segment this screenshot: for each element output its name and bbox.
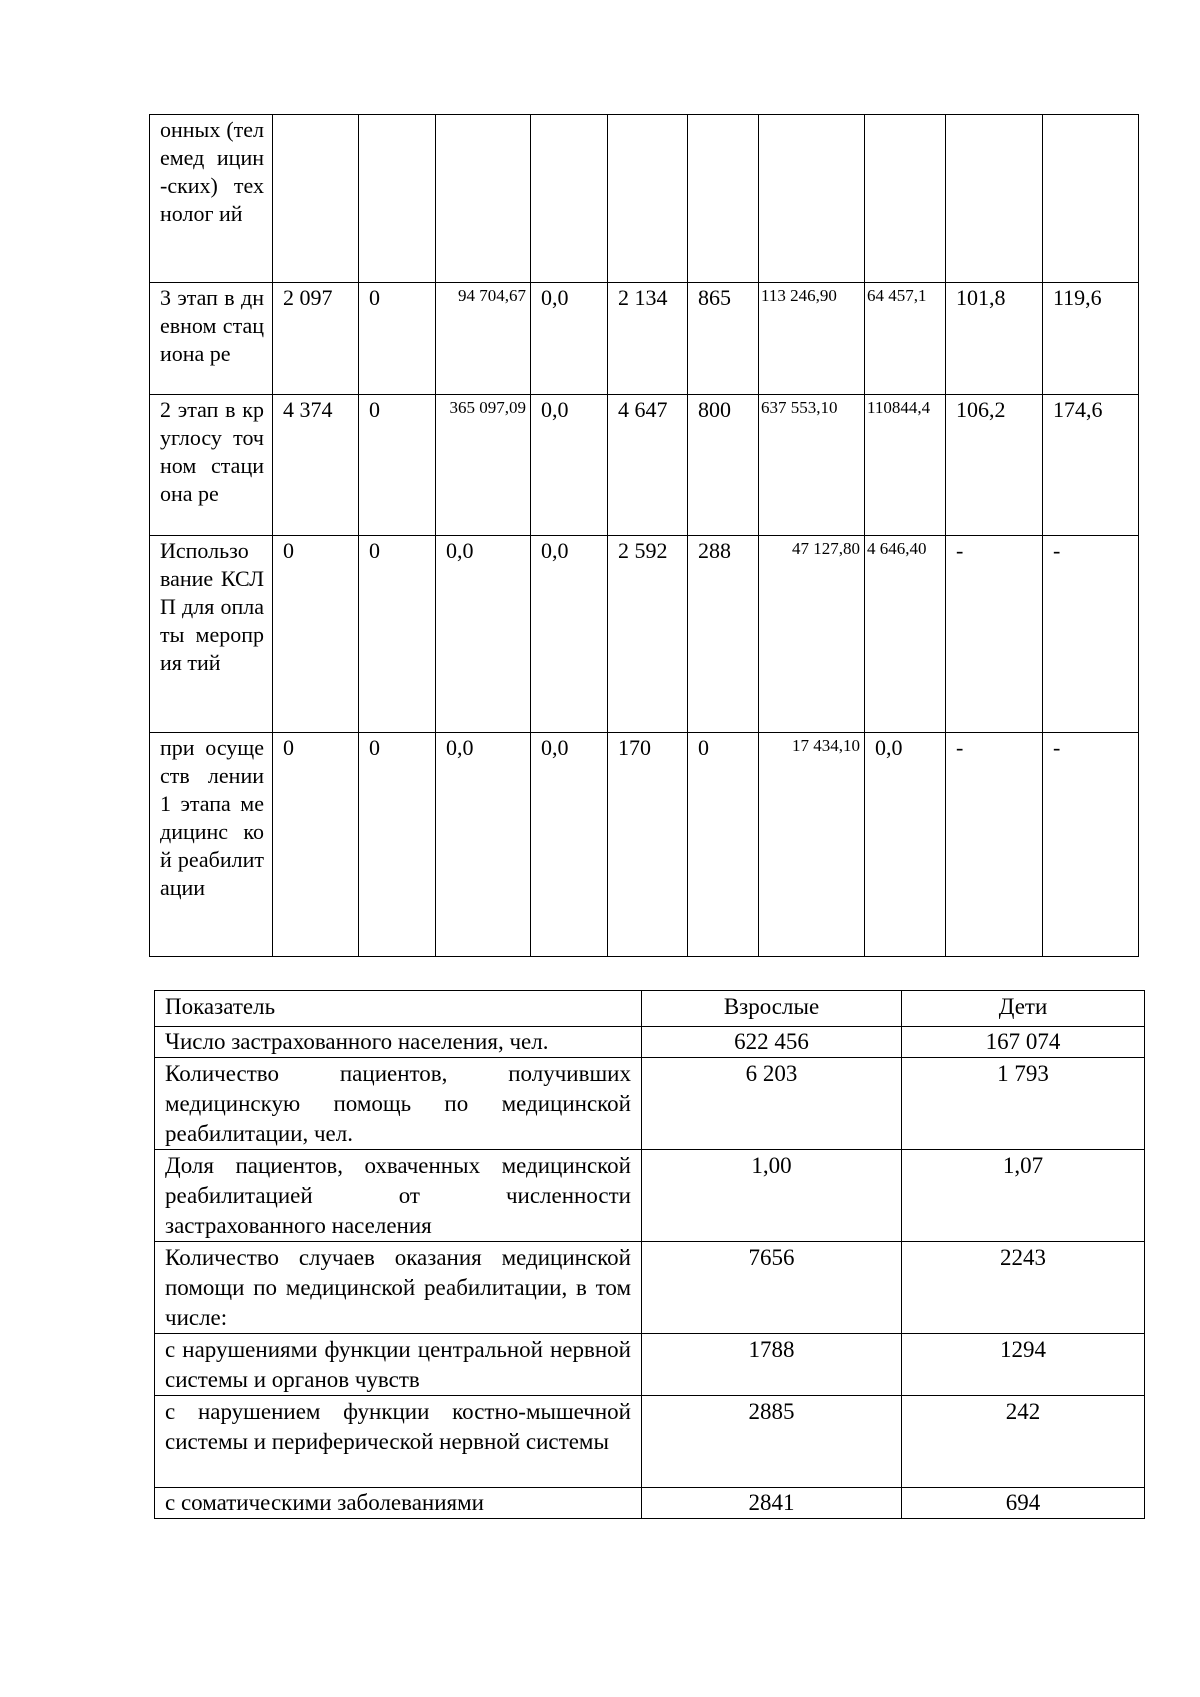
table-cell: 0 (359, 733, 436, 957)
rehabilitation-stage-table (149, 114, 1139, 957)
adults-value: 7656 (642, 1242, 902, 1334)
table-cell: 0 (688, 733, 759, 957)
adults-value: 2841 (642, 1488, 902, 1519)
table-cell (1043, 115, 1139, 283)
table-cell: 0 (359, 283, 436, 395)
table-cell: - (1043, 733, 1139, 957)
children-value: 2243 (902, 1242, 1145, 1334)
table-cell: 365 097,09 (436, 395, 531, 536)
row-label: при осуществ лении 1 этапа медицинс кой реабилит ации (150, 733, 273, 957)
children-value: 167 074 (902, 1027, 1145, 1058)
table-cell: 0 (273, 536, 359, 733)
table-cell: 0,0 (531, 536, 608, 733)
children-value: 1 793 (902, 1058, 1145, 1150)
table-row (155, 1058, 1145, 1150)
table-cell: 2 592 (608, 536, 688, 733)
table-cell: 174,6 (1043, 395, 1139, 536)
insured-population-table (154, 990, 1145, 1519)
table-cell: 106,2 (946, 395, 1043, 536)
table-cell: 0 (359, 536, 436, 733)
table-cell: 0,0 (531, 733, 608, 957)
row-label: онных (телемед ицин-ских) технолог ий (150, 115, 273, 283)
table-cell: 0,0 (531, 283, 608, 395)
table-cell: 17 434,10 (759, 733, 865, 957)
table-cell: 119,6 (1043, 283, 1139, 395)
column-header-children: Дети (902, 991, 1145, 1027)
table-cell: 288 (688, 536, 759, 733)
table-row (155, 1242, 1145, 1334)
row-label: Количество пациентов, получивших медицинскую помощь по медицинской реабилитации, чел. (155, 1058, 642, 1150)
table-cell (608, 115, 688, 283)
table-row (155, 1488, 1145, 1519)
table-cell: 64 457,1 (865, 283, 946, 395)
adults-value: 1,00 (642, 1150, 902, 1242)
table-cell (759, 115, 865, 283)
children-value: 694 (902, 1488, 1145, 1519)
table-cell: 2 097 (273, 283, 359, 395)
table-cell: 4 646,40 (865, 536, 946, 733)
table-cell: 0,0 (865, 733, 946, 957)
table-cell: 2 134 (608, 283, 688, 395)
table-cell: 4 647 (608, 395, 688, 536)
table-cell (946, 115, 1043, 283)
table-row (150, 283, 1139, 395)
table-cell (359, 115, 436, 283)
table-cell: - (1043, 536, 1139, 733)
row-label: с нарушениями функции центральной нервной системы и органов чувств (155, 1334, 642, 1396)
table-cell: 110844,4 (865, 395, 946, 536)
table-cell: 94 704,67 (436, 283, 531, 395)
table-cell: 113 246,90 (759, 283, 865, 395)
row-label: Использо вание КСЛП для оплаты мероприя тий (150, 536, 273, 733)
table-row (150, 395, 1139, 536)
adults-value: 6 203 (642, 1058, 902, 1150)
row-label: с нарушением функции костно-мышечной системы и периферической нервной системы (155, 1396, 642, 1488)
table-row (150, 115, 1139, 283)
table-row (155, 1027, 1145, 1058)
row-label: с соматическими заболеваниями (155, 1488, 642, 1519)
table-cell (273, 115, 359, 283)
table-cell (436, 115, 531, 283)
table-cell: - (946, 536, 1043, 733)
table-cell: 170 (608, 733, 688, 957)
table-header-row (155, 991, 1145, 1027)
table-row (150, 733, 1139, 957)
row-label: Число застрахованного населения, чел. (155, 1027, 642, 1058)
table-cell (688, 115, 759, 283)
row-label: Количество случаев оказания медицинской помощи по медицинской реабилитации, в том числе: (155, 1242, 642, 1334)
table-cell (865, 115, 946, 283)
table-cell: 637 553,10 (759, 395, 865, 536)
row-label: 2 этап в круглосу точном стациона ре (150, 395, 273, 536)
table-cell: 0,0 (436, 536, 531, 733)
table-cell: - (946, 733, 1043, 957)
children-value: 1,07 (902, 1150, 1145, 1242)
children-value: 1294 (902, 1334, 1145, 1396)
table-cell: 47 127,80 (759, 536, 865, 733)
table-row (150, 536, 1139, 733)
adults-value: 622 456 (642, 1027, 902, 1058)
row-label: 3 этап в дневном стациона ре (150, 283, 273, 395)
table-cell: 800 (688, 395, 759, 536)
table-cell: 865 (688, 283, 759, 395)
table-cell: 101,8 (946, 283, 1043, 395)
adults-value: 1788 (642, 1334, 902, 1396)
column-header-adults: Взрослые (642, 991, 902, 1027)
table-row (155, 1396, 1145, 1488)
table-cell: 0,0 (436, 733, 531, 957)
table-row (155, 1150, 1145, 1242)
adults-value: 2885 (642, 1396, 902, 1488)
table-cell: 4 374 (273, 395, 359, 536)
table-cell: 0 (273, 733, 359, 957)
column-header-indicator: Показатель (155, 991, 642, 1027)
table-cell: 0 (359, 395, 436, 536)
table-cell (531, 115, 608, 283)
row-label: Доля пациентов, охваченных медицинской реабилитацией от численности застрахованного населения (155, 1150, 642, 1242)
table-row (155, 1334, 1145, 1396)
table-cell: 0,0 (531, 395, 608, 536)
children-value: 242 (902, 1396, 1145, 1488)
